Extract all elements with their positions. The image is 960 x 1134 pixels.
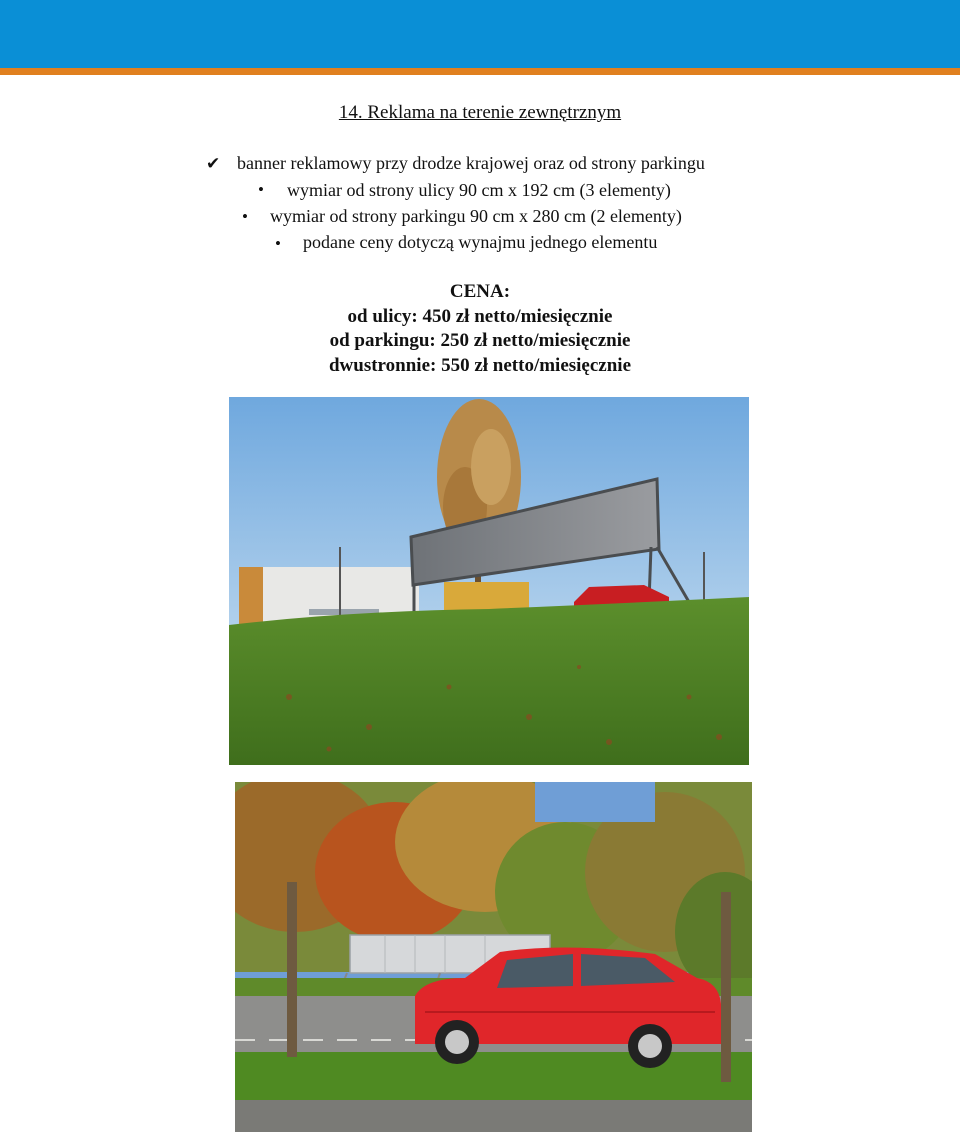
price-street: od ulicy: 450 zł netto/miesięcznie — [347, 305, 613, 327]
price-block — [0, 280, 960, 378]
section-title: 14. Reklama na terenie zewnętrznym — [338, 102, 622, 123]
price-parking: od parkingu: 250 zł netto/miesięcznie — [329, 330, 631, 351]
check-icon: ✔ — [206, 154, 221, 173]
photo-red-car-banner — [235, 782, 752, 1132]
photo-billboard-embankment — [229, 397, 749, 765]
bullet-icon: • — [242, 207, 248, 226]
bullet-icon: • — [275, 234, 281, 253]
header-accent-line — [0, 68, 960, 75]
header-bar — [0, 0, 960, 68]
bullet-icon: • — [258, 180, 264, 199]
bullet-item: podane ceny dotyczą wynajmu jednego elementu — [303, 232, 658, 252]
check-item-text: banner reklamowy przy drodze krajowej oraz od strony parkingu — [237, 153, 705, 173]
bullet-item: wymiar od strony ulicy 90 cm x 192 cm (3 elementy) — [287, 180, 671, 200]
bullet-item: wymiar od strony parkingu 90 cm x 280 cm (2 elementy) — [270, 206, 682, 226]
price-heading: CENA: — [449, 281, 511, 302]
price-both-sides: dwustronnie: 550 zł netto/miesięcznie — [328, 354, 632, 376]
